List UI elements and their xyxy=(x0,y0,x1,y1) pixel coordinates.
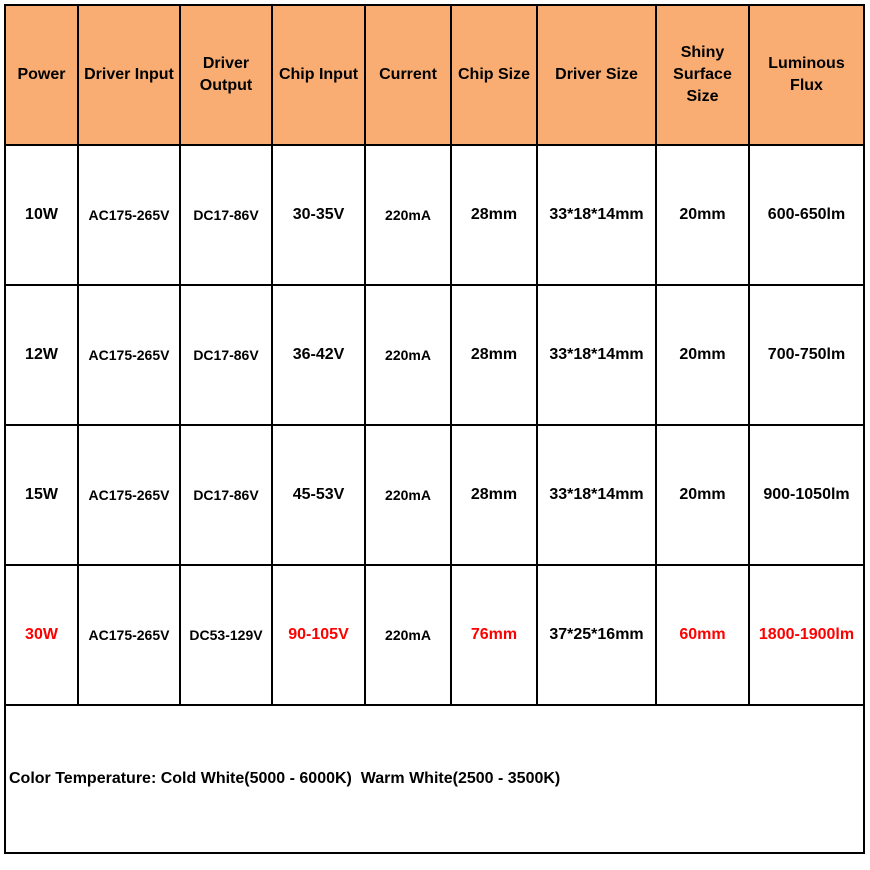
cell-luminous-flux: 600-650lm xyxy=(749,145,864,285)
cell-driver-input: AC175-265V xyxy=(78,425,180,565)
cell-chip-size: 28mm xyxy=(451,285,537,425)
cell-shiny-surface-size: 20mm xyxy=(656,145,749,285)
table-row xyxy=(5,145,864,285)
cell-chip-input: 36-42V xyxy=(272,285,365,425)
header-driver-output: Driver Output xyxy=(180,5,272,145)
cell-shiny-surface-size: 20mm xyxy=(656,285,749,425)
cell-chip-size: 28mm xyxy=(451,425,537,565)
color-temperature-note: Color Temperature: Cold White(5000 - 6000K) Warm White(2500 - 3500K) xyxy=(5,705,864,853)
cell-driver-size: 33*18*14mm xyxy=(537,145,656,285)
cell-power: 30W xyxy=(5,565,78,705)
cell-power: 12W xyxy=(5,285,78,425)
header-luminous-flux: Luminous Flux xyxy=(749,5,864,145)
cell-chip-input: 90-105V xyxy=(272,565,365,705)
cell-current: 220mA xyxy=(365,565,451,705)
header-current: Current xyxy=(365,5,451,145)
header-driver-size: Driver Size xyxy=(537,5,656,145)
cell-driver-size: 37*25*16mm xyxy=(537,565,656,705)
cell-current: 220mA xyxy=(365,425,451,565)
note-row xyxy=(5,705,864,853)
cell-driver-output: DC53-129V xyxy=(180,565,272,705)
cell-current: 220mA xyxy=(365,145,451,285)
header-chip-input: Chip Input xyxy=(272,5,365,145)
cell-luminous-flux: 900-1050lm xyxy=(749,425,864,565)
spec-table xyxy=(4,4,865,854)
cell-shiny-surface-size: 60mm xyxy=(656,565,749,705)
cell-driver-output: DC17-86V xyxy=(180,285,272,425)
cell-driver-input: AC175-265V xyxy=(78,145,180,285)
cell-driver-size: 33*18*14mm xyxy=(537,425,656,565)
header-chip-size: Chip Size xyxy=(451,5,537,145)
cell-chip-input: 45-53V xyxy=(272,425,365,565)
cell-power: 10W xyxy=(5,145,78,285)
cell-luminous-flux: 700-750lm xyxy=(749,285,864,425)
table-row-highlighted xyxy=(5,565,864,705)
cell-driver-input: AC175-265V xyxy=(78,565,180,705)
cell-power: 15W xyxy=(5,425,78,565)
header-driver-input: Driver Input xyxy=(78,5,180,145)
cell-luminous-flux: 1800-1900lm xyxy=(749,565,864,705)
cell-driver-input: AC175-265V xyxy=(78,285,180,425)
header-row xyxy=(5,5,864,145)
cell-shiny-surface-size: 20mm xyxy=(656,425,749,565)
cell-driver-output: DC17-86V xyxy=(180,425,272,565)
cell-driver-output: DC17-86V xyxy=(180,145,272,285)
header-power: Power xyxy=(5,5,78,145)
table-row xyxy=(5,285,864,425)
cell-chip-size: 76mm xyxy=(451,565,537,705)
cell-current: 220mA xyxy=(365,285,451,425)
cell-chip-size: 28mm xyxy=(451,145,537,285)
header-shiny-surface-size: Shiny Surface Size xyxy=(656,5,749,145)
table-row xyxy=(5,425,864,565)
cell-driver-size: 33*18*14mm xyxy=(537,285,656,425)
cell-chip-input: 30-35V xyxy=(272,145,365,285)
